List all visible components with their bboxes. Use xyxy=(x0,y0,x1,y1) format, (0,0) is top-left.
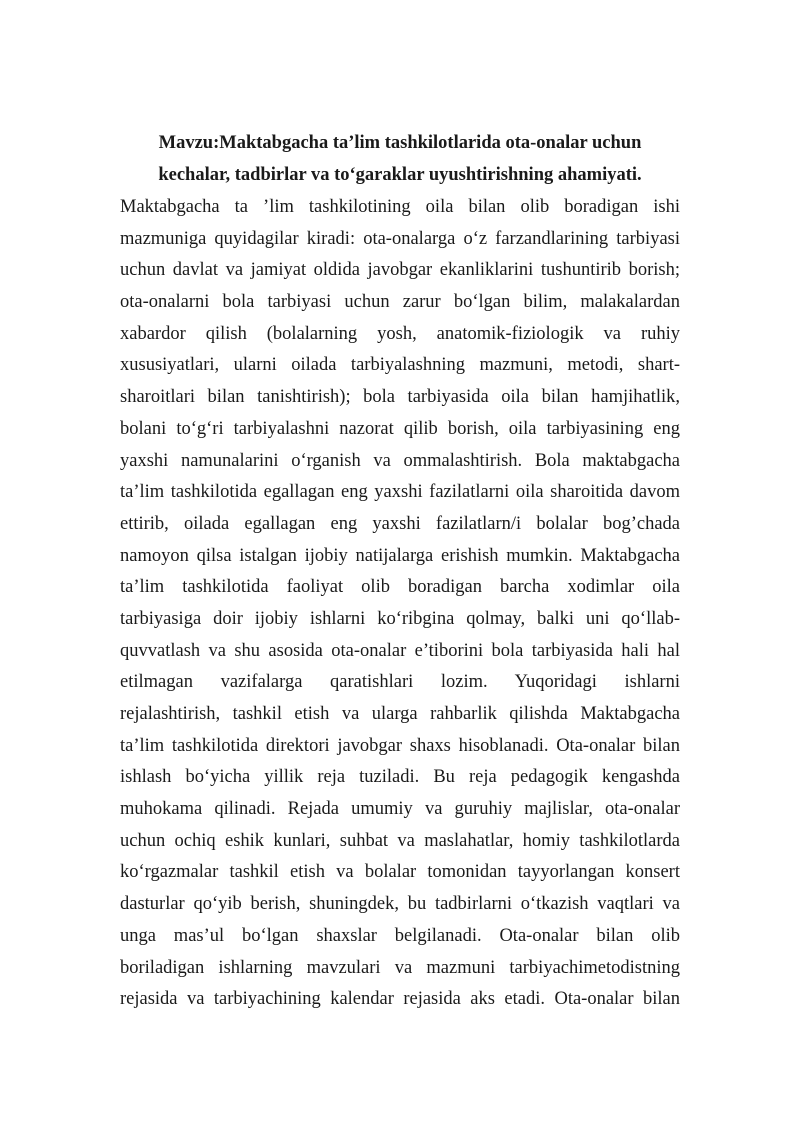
paragraph-line: dasturlar qo‘yib berish, shuningdek, bu tadbirlarni o‘tkazish vaqtlari va xyxy=(120,894,680,915)
body-paragraph xyxy=(120,192,680,1016)
paragraph-line: ta’lim tashkilotida direktori javobgar shaxs hisoblanadi. Ota-onalar bilan xyxy=(120,735,680,756)
paragraph-line: ishlash bo‘yicha yillik reja tuziladi. Bu reja pedagogik kengashda xyxy=(120,767,680,788)
title-line: kechalar, tadbirlar va to‘garaklar uyushtirishning ahamiyati. xyxy=(158,165,642,185)
paragraph-line: mazmuniga quyidagilar kiradi: ota-onalarga o‘z farzandlarining tarbiyasi xyxy=(120,228,680,249)
paragraph-line: rejalashtirish, tashkil etish va ularga rahbarlik qilishda Maktabgacha xyxy=(120,704,680,724)
paragraph-line: bolani to‘g‘ri tarbiyalashni nazorat qilib borish, oila tarbiyasining eng xyxy=(120,418,680,439)
paragraph-line: ko‘rgazmalar tashkil etish va bolalar tomonidan tayyorlangan konsert xyxy=(120,862,680,883)
paragraph-line: xususiyatlari, ularni oilada tarbiyalashning mazmuni, metodi, shart- xyxy=(120,355,680,376)
title-line: Mavzu:Maktabgacha ta’lim tashkilotlarida ota-onalar uchun xyxy=(158,133,642,153)
paragraph-line: uchun ochiq eshik kunlari, suhbat va maslahatlar, homiy tashkilotlarda xyxy=(120,830,680,851)
paragraph-line: muhokama qilinadi. Rejada umumiy va guruhiy majlislar, ota-onalar xyxy=(120,799,680,820)
paragraph-line: uchun davlat va jamiyat oldida javobgar ekanliklarini tushuntirib borish; xyxy=(120,260,680,281)
paragraph-line: yaxshi namunalarini o‘rganish va ommalashtirish. Bola maktabgacha xyxy=(120,450,680,471)
paragraph-line: xabardor qilish (bolalarning yosh, anatomik-fiziologik va ruhiy xyxy=(120,323,680,344)
paragraph-line: etilmagan vazifalarga qaratishlari lozim. Yuqoridagi ishlarni xyxy=(120,672,680,693)
paragraph-line: boriladigan ishlarning mavzulari va mazmuni tarbiyachimetodistning xyxy=(120,957,680,978)
paragraph-line: unga mas’ul bo‘lgan shaxslar belgilanadi. Ota-onalar bilan olib xyxy=(120,925,680,946)
paragraph-line: ettirib, oilada egallagan eng yaxshi fazilatlarn/i bolalar bog’chada xyxy=(120,513,680,534)
paragraph-line: rejasida va tarbiyachining kalendar rejasida aks etadi. Ota-onalar bilan xyxy=(120,989,680,1010)
paragraph-line: ta’lim tashkilotida egallagan eng yaxshi fazilatlarni oila sharoitida davom xyxy=(120,482,680,503)
document-title xyxy=(120,127,680,191)
paragraph-line: sharoitlari bilan tanishtirish); bola tarbiyasida oila bilan hamjihatlik, xyxy=(120,387,680,408)
paragraph-line: tarbiyasiga doir ijobiy ishlarni ko‘ribgina qolmay, balki uni qo‘llab- xyxy=(120,608,680,629)
paragraph-line: ta’lim tashkilotida faoliyat olib boradigan barcha xodimlar oila xyxy=(120,577,680,598)
paragraph-line: ota-onalarni bola tarbiyasi uchun zarur bo‘lgan bilim, malakalardan xyxy=(120,292,680,313)
paragraph-line: namoyon qilsa istalgan ijobiy natijalarga erishish mumkin. Maktabgacha xyxy=(120,545,680,566)
paragraph-line: quvvatlash va shu asosida ota-onalar e’tiborini bola tarbiyasida hali hal xyxy=(120,640,680,661)
paragraph-line: Maktabgacha ta ’lim tashkilotining oila bilan olib boradigan ishi xyxy=(120,197,680,217)
